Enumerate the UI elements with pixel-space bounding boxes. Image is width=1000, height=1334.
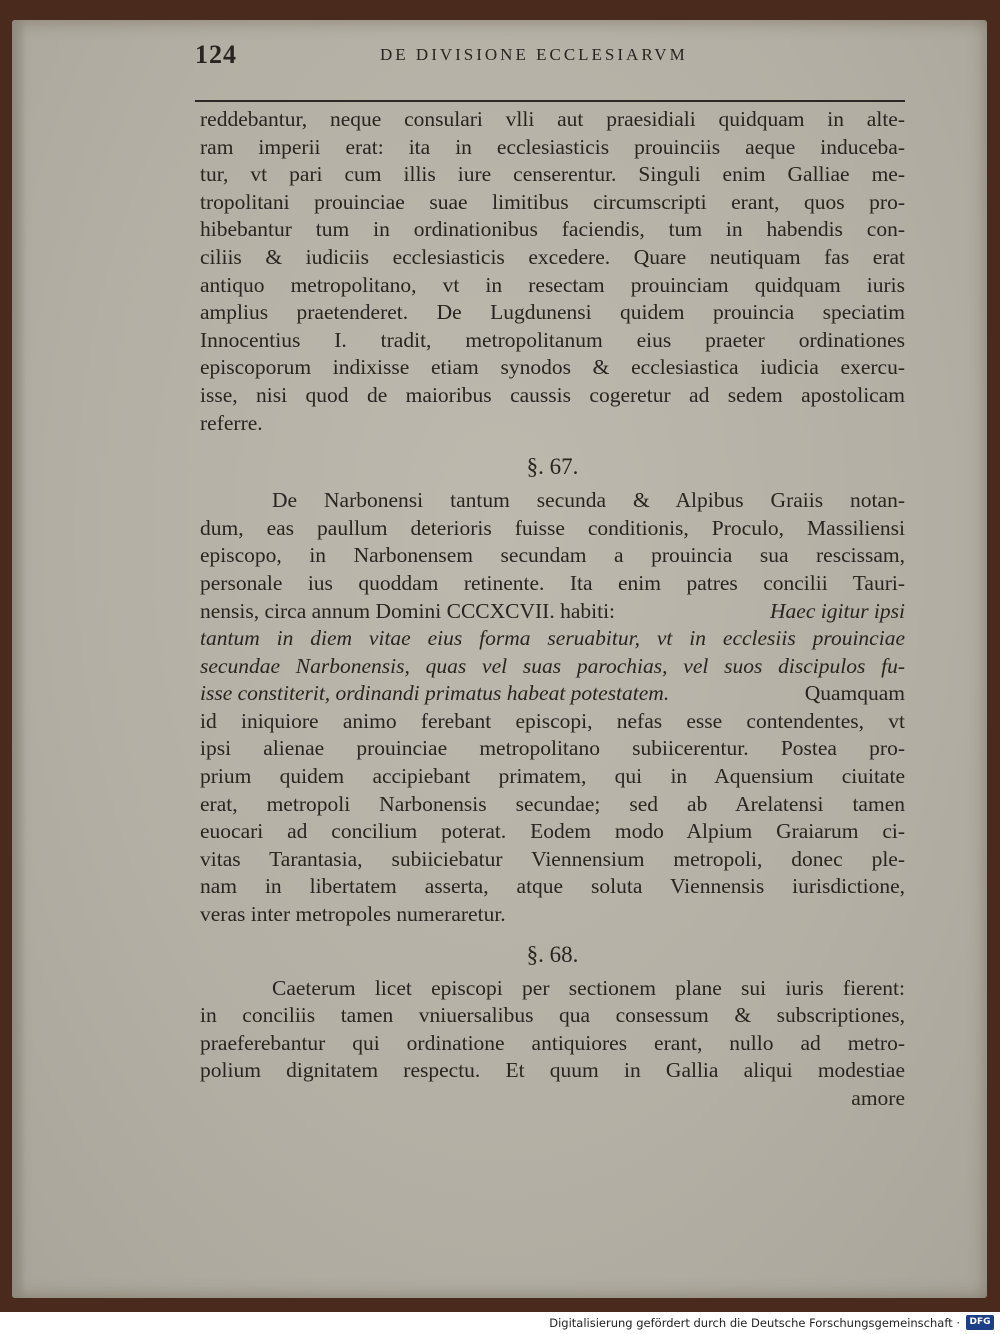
header-rule: [195, 100, 905, 102]
running-head: [195, 38, 905, 72]
text-line: ciliis & iudiciis ecclesiasticis excedere. Quare neutiquam fas erat: [200, 244, 905, 269]
text-segment: nensis, circa annum Domini CCCXCVII. habiti:: [200, 598, 616, 623]
footer-bar: [0, 1312, 1000, 1334]
quote-segment: isse constiterit, ordinandi primatus habeat potestatem.: [200, 681, 670, 706]
section-heading-68: §. 68.: [526, 941, 579, 967]
catchword: amore: [851, 1086, 905, 1110]
text-segment: Quamquam: [804, 681, 905, 706]
text-line: polium dignitatem respectu. Et quum in Gallia aliqui modestiae: [200, 1058, 905, 1083]
text-line: praeferebantur qui ordinatione antiquiores erant, nullo ad metro-: [200, 1030, 905, 1055]
funding-notice: Digitalisierung gefördert durch die Deutsche Forschungsgemeinschaft ·: [549, 1316, 960, 1330]
text-line: isse, nisi quod de maioribus caussis cogeretur ad sedem apostolicam: [200, 382, 905, 407]
text-line: ipsi alienae prouinciae metropolitano subiicerentur. Postea pro-: [200, 736, 905, 761]
text-line: referre.: [200, 410, 263, 435]
text-line: tur, vt pari cum illis iure censerentur. Singuli enim Galliae me-: [200, 162, 905, 187]
text-line: erat, metropoli Narbonensis secundae; sed ab Arelatensi tamen: [200, 791, 905, 816]
text-line: euocari ad concilium poterat. Eodem modo Alpium Graiarum ci-: [200, 819, 905, 844]
text-line: dum, eas paullum deterioris fuisse conditionis, Proculo, Massiliensi: [200, 515, 905, 540]
text-line: vitas Tarantasia, subiiciebatur Viennensium metropoli, donec ple-: [200, 846, 905, 871]
text-line: Innocentius I. tradit, metropolitanum eius praeter ordinationes: [200, 327, 905, 352]
page-number: 124: [195, 40, 237, 69]
text-line: episcoporum indixisse etiam synodos & ecclesiastica iudicia exercu-: [200, 355, 905, 380]
quote-segment: Haec igitur ipsi: [770, 598, 905, 623]
text-line: episcopo, in Narbonensem secundam a prouincia sua rescissam,: [200, 543, 905, 568]
text-line: veras inter metropoles numeraretur.: [200, 902, 506, 927]
text-line: Caeterum licet episcopi per sectionem plane sui iuris fierent:: [272, 975, 905, 1000]
quote-line: tantum in diem vitae eius forma seruabitur, vt in ecclesiis prouinciae: [200, 626, 905, 651]
section-heading-67: §. 67.: [526, 454, 579, 480]
dfg-logo: DFG: [966, 1315, 994, 1330]
text-line: prium quidem accipiebant primatem, qui in Aquensium ciuitate: [200, 764, 905, 789]
text-line: reddebantur, neque consulari vlli aut praesidiali quidquam in alte-: [200, 107, 905, 131]
text-line: ram imperii erat: ita in ecclesiasticis prouinciis aeque induceba-: [200, 134, 905, 159]
paragraph-continued: [200, 106, 905, 1113]
page-gutter-shadow: [12, 20, 26, 1298]
text-line: antiquo metropolitano, vt in resectam prouinciam quidquam iuris: [200, 272, 905, 297]
text-line: amplius praetenderet. De Lugdunensi quidem prouincia speciatim: [200, 300, 905, 325]
text-line: personale ius quoddam retinente. Ita enim patres concilii Tauri-: [200, 570, 905, 595]
text-line: De Narbonensi tantum secunda & Alpibus Graiis notan-: [272, 488, 905, 513]
text-line: id iniquiore animo ferebant episcopi, nefas esse contendentes, vt: [200, 708, 905, 733]
text-line: in conciliis tamen vniuersalibus qua consessum & subscriptiones,: [200, 1003, 905, 1028]
running-title: DE DIVISIONE ECCLESIARVM: [380, 45, 688, 64]
quote-line: secundae Narbonensis, quas vel suas parochias, vel suos discipulos fu-: [200, 653, 905, 678]
text-line: hibebantur tum in ordinationibus faciendis, tum in habendis con-: [200, 217, 905, 242]
text-line: tropolitani prouinciae suae limitibus circumscripti erant, quos pro-: [200, 189, 905, 214]
text-line: [200, 680, 905, 708]
text-line: nam in libertatem asserta, atque soluta Viennensis iurisdictione,: [200, 874, 905, 899]
text-line: [200, 598, 905, 626]
